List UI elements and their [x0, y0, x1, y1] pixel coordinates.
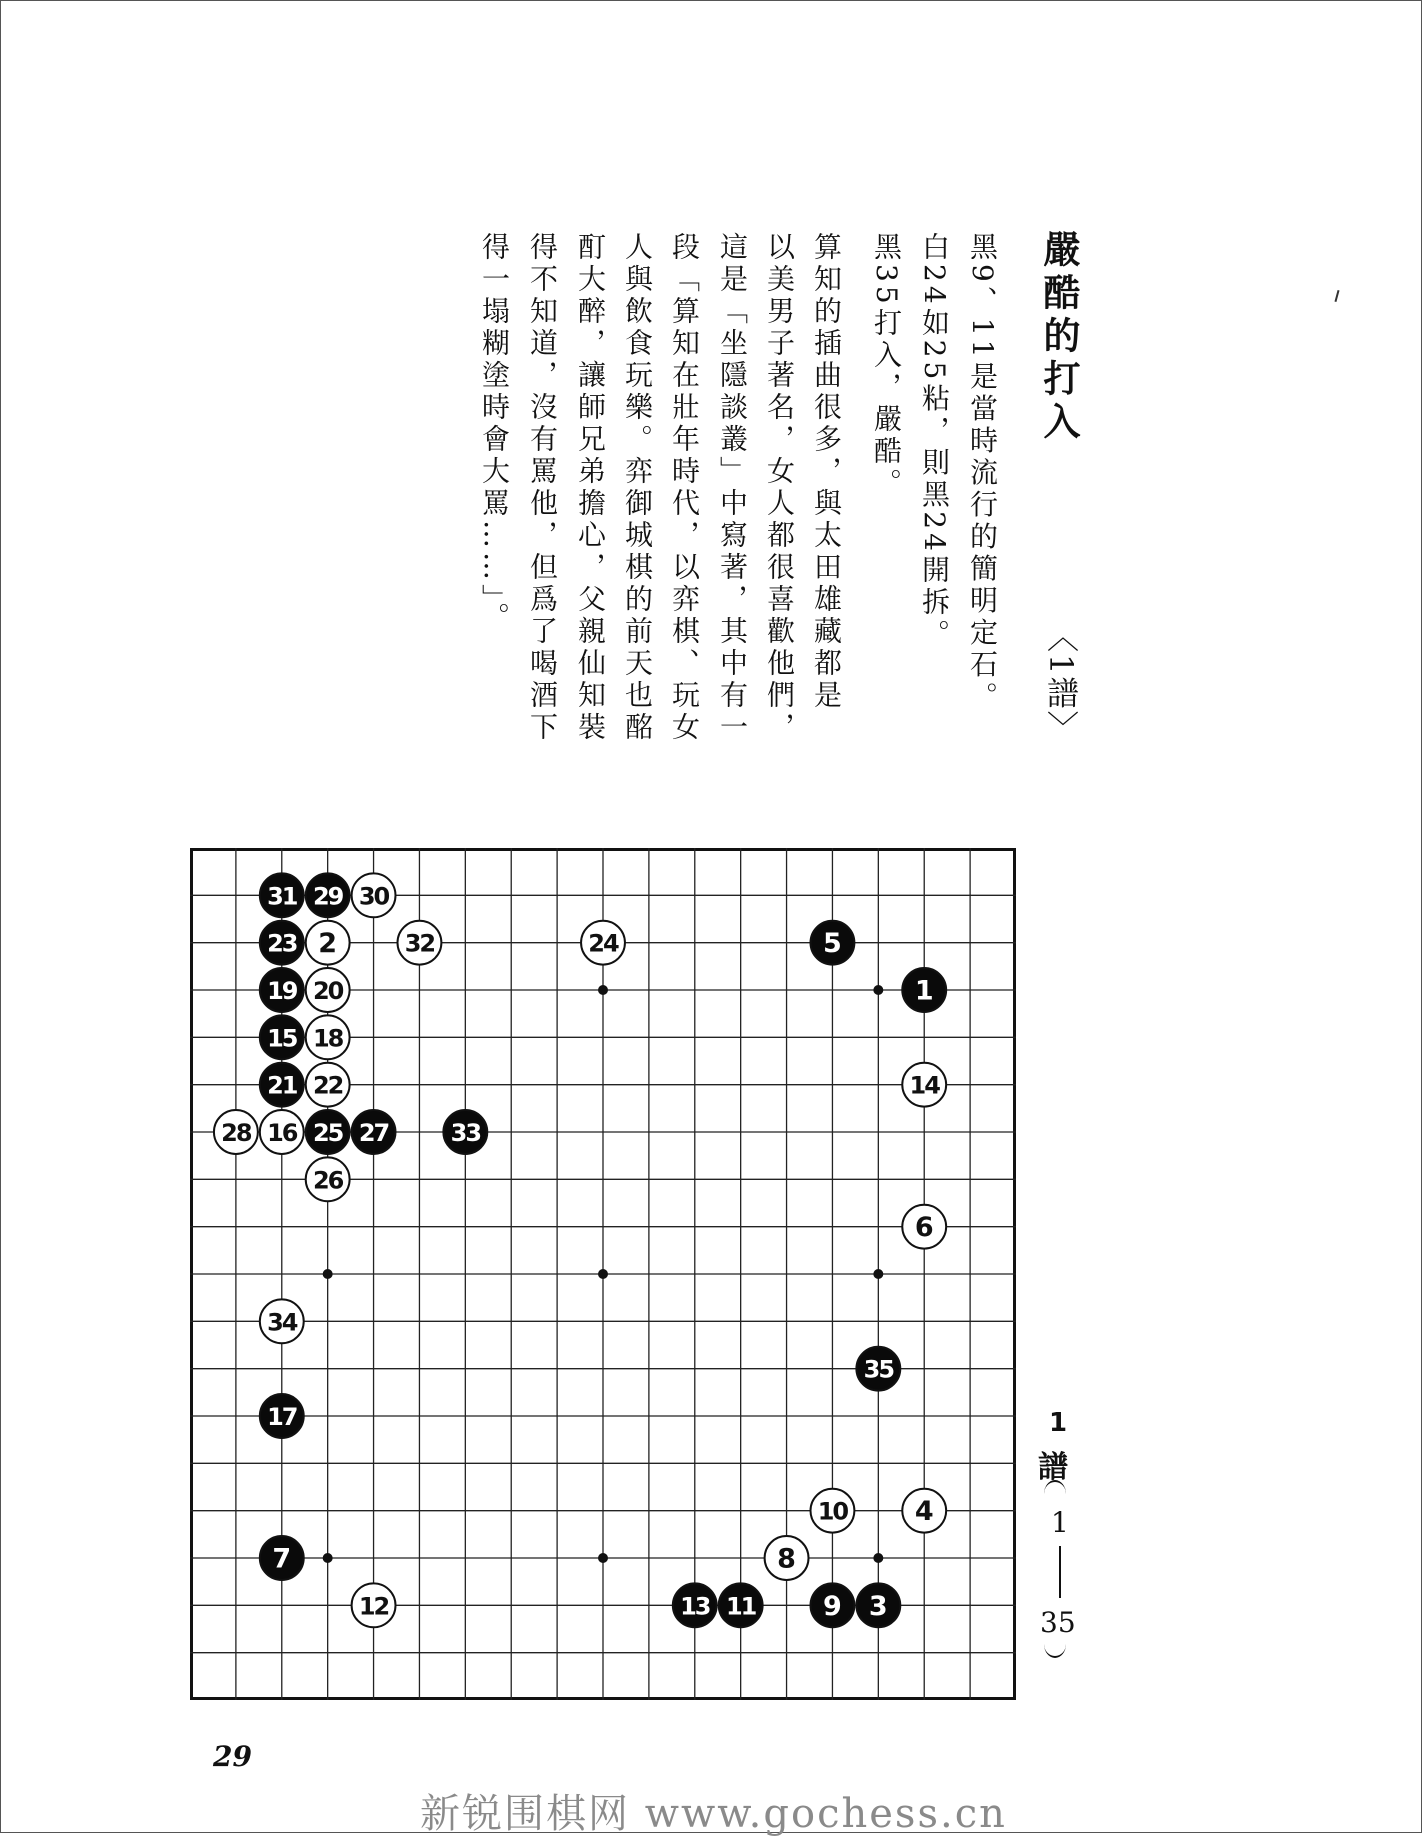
white-stone-4 [902, 1489, 946, 1533]
star-point [873, 1269, 883, 1279]
white-stone-2 [306, 921, 350, 965]
black-stone-13 [673, 1583, 717, 1627]
black-stone-19 [260, 968, 304, 1012]
article-title: 嚴酷的打入 [1037, 230, 1081, 445]
stone-move-number: 31 [267, 882, 297, 911]
text-column: 酊大醉，讓師兄弟擔心，父親仙知裝 [574, 232, 607, 744]
black-stone-29 [306, 873, 350, 917]
black-stone-11 [719, 1583, 763, 1627]
site-watermark: 新锐围棋网 www.gochess.cn [420, 1791, 1007, 1837]
black-stone-7 [260, 1536, 304, 1580]
go-board-diagram [190, 848, 1016, 1700]
stone-move-number: 2 [318, 928, 338, 960]
star-point [598, 985, 608, 995]
black-stone-33 [443, 1110, 487, 1154]
stone-move-number: 1 [914, 975, 934, 1007]
white-stone-34 [260, 1299, 304, 1343]
black-stone-23 [260, 921, 304, 965]
black-stone-31 [260, 873, 304, 917]
stone-move-number: 11 [725, 1592, 756, 1621]
stone-move-number: 24 [588, 929, 618, 958]
stone-move-number: 17 [267, 1403, 297, 1431]
star-point [873, 985, 883, 995]
white-stone-10 [811, 1489, 855, 1533]
white-stone-14 [902, 1063, 946, 1107]
stone-move-number: 34 [267, 1308, 297, 1337]
stone-move-number: 26 [312, 1166, 343, 1195]
white-stone-32 [398, 921, 442, 965]
white-stone-28 [214, 1110, 258, 1154]
black-stone-25 [306, 1110, 350, 1154]
text-column: 算知的插曲很多，與太田雄藏都是 [810, 232, 843, 712]
star-point [873, 1553, 883, 1563]
black-stone-15 [260, 1015, 304, 1059]
white-stone-16 [260, 1110, 304, 1154]
stone-move-number: 25 [312, 1119, 343, 1147]
diagram-label: 譜 [1038, 1450, 1068, 1485]
move-range-start: 1 [1051, 1506, 1069, 1539]
black-stone-5 [811, 921, 855, 965]
white-stone-30 [352, 873, 396, 917]
stone-move-number: 3 [868, 1590, 888, 1622]
stone-move-number: 7 [272, 1543, 292, 1575]
black-stone-9 [811, 1583, 855, 1627]
white-stone-22 [306, 1063, 350, 1107]
white-stone-18 [306, 1015, 350, 1059]
black-stone-35 [856, 1347, 900, 1391]
text-column: 人與飲食玩樂。弈御城棋的前天也酩 [621, 232, 654, 744]
stone-move-number: 21 [267, 1071, 297, 1100]
stone-move-number: 18 [312, 1024, 343, 1053]
stone-move-number: 10 [817, 1497, 848, 1526]
white-stone-12 [352, 1583, 396, 1627]
text-column: 黑9、11是當時流行的簡明定石。 [966, 232, 999, 714]
black-stone-21 [260, 1063, 304, 1107]
stone-move-number: 9 [823, 1590, 842, 1622]
text-column: 白24如25粘，則黑24開拆。 [918, 232, 951, 651]
star-point [598, 1269, 608, 1279]
stone-move-number: 15 [267, 1024, 297, 1053]
star-point [323, 1269, 333, 1279]
stone-move-number: 23 [267, 929, 297, 958]
stone-move-number: 33 [450, 1119, 481, 1147]
white-stone-26 [306, 1157, 350, 1201]
white-stone-20 [306, 968, 350, 1012]
stone-move-number: 27 [358, 1119, 389, 1147]
stone-move-number: 4 [914, 1496, 934, 1528]
stone-move-number: 20 [312, 977, 343, 1005]
stone-move-number: 8 [777, 1543, 796, 1575]
text-column: 這是「坐隱談叢」中寫著，其中有一 [716, 232, 749, 744]
white-stone-8 [765, 1536, 809, 1580]
stone-move-number: 30 [358, 882, 389, 911]
stone-move-number: 28 [221, 1119, 251, 1147]
stone-move-number: 35 [863, 1355, 894, 1384]
diagram-number: 1 [1049, 1408, 1068, 1438]
black-stone-17 [260, 1394, 304, 1438]
text-column: 得不知道，沒有罵他，但爲了喝酒下 [526, 232, 559, 744]
star-point [323, 1553, 333, 1563]
move-range-end: 35 [1040, 1606, 1076, 1639]
text-column: 得一塌糊塗時會大罵……」。 [478, 232, 511, 634]
text-column: 段「算知在壯年時代，以弈棋、玩女 [668, 232, 701, 744]
stone-move-number: 13 [680, 1592, 710, 1621]
range-dash [1059, 1546, 1061, 1598]
stone-move-number: 16 [267, 1119, 297, 1147]
stone-move-number: 12 [358, 1592, 389, 1621]
stone-move-number: 14 [909, 1071, 939, 1100]
stone-move-number: 19 [267, 977, 297, 1005]
stone-move-number: 29 [312, 882, 343, 911]
black-stone-1 [902, 968, 946, 1012]
star-point [598, 1553, 608, 1563]
stone-move-number: 22 [312, 1071, 343, 1100]
black-stone-3 [856, 1583, 900, 1627]
text-column: 黑35打入，嚴酷。 [870, 232, 903, 500]
stones [214, 873, 946, 1627]
stone-move-number: 32 [404, 929, 435, 958]
white-stone-6 [902, 1205, 946, 1249]
page-number: 29 [213, 1740, 252, 1773]
article-subtitle: 〈1譜〉 [1042, 620, 1080, 745]
text-column: 以美男子著名，女人都很喜歡他們， [763, 232, 796, 744]
black-stone-27 [352, 1110, 396, 1154]
stone-move-number: 6 [914, 1212, 934, 1244]
stone-move-number: 5 [823, 928, 842, 960]
white-stone-24 [581, 921, 625, 965]
